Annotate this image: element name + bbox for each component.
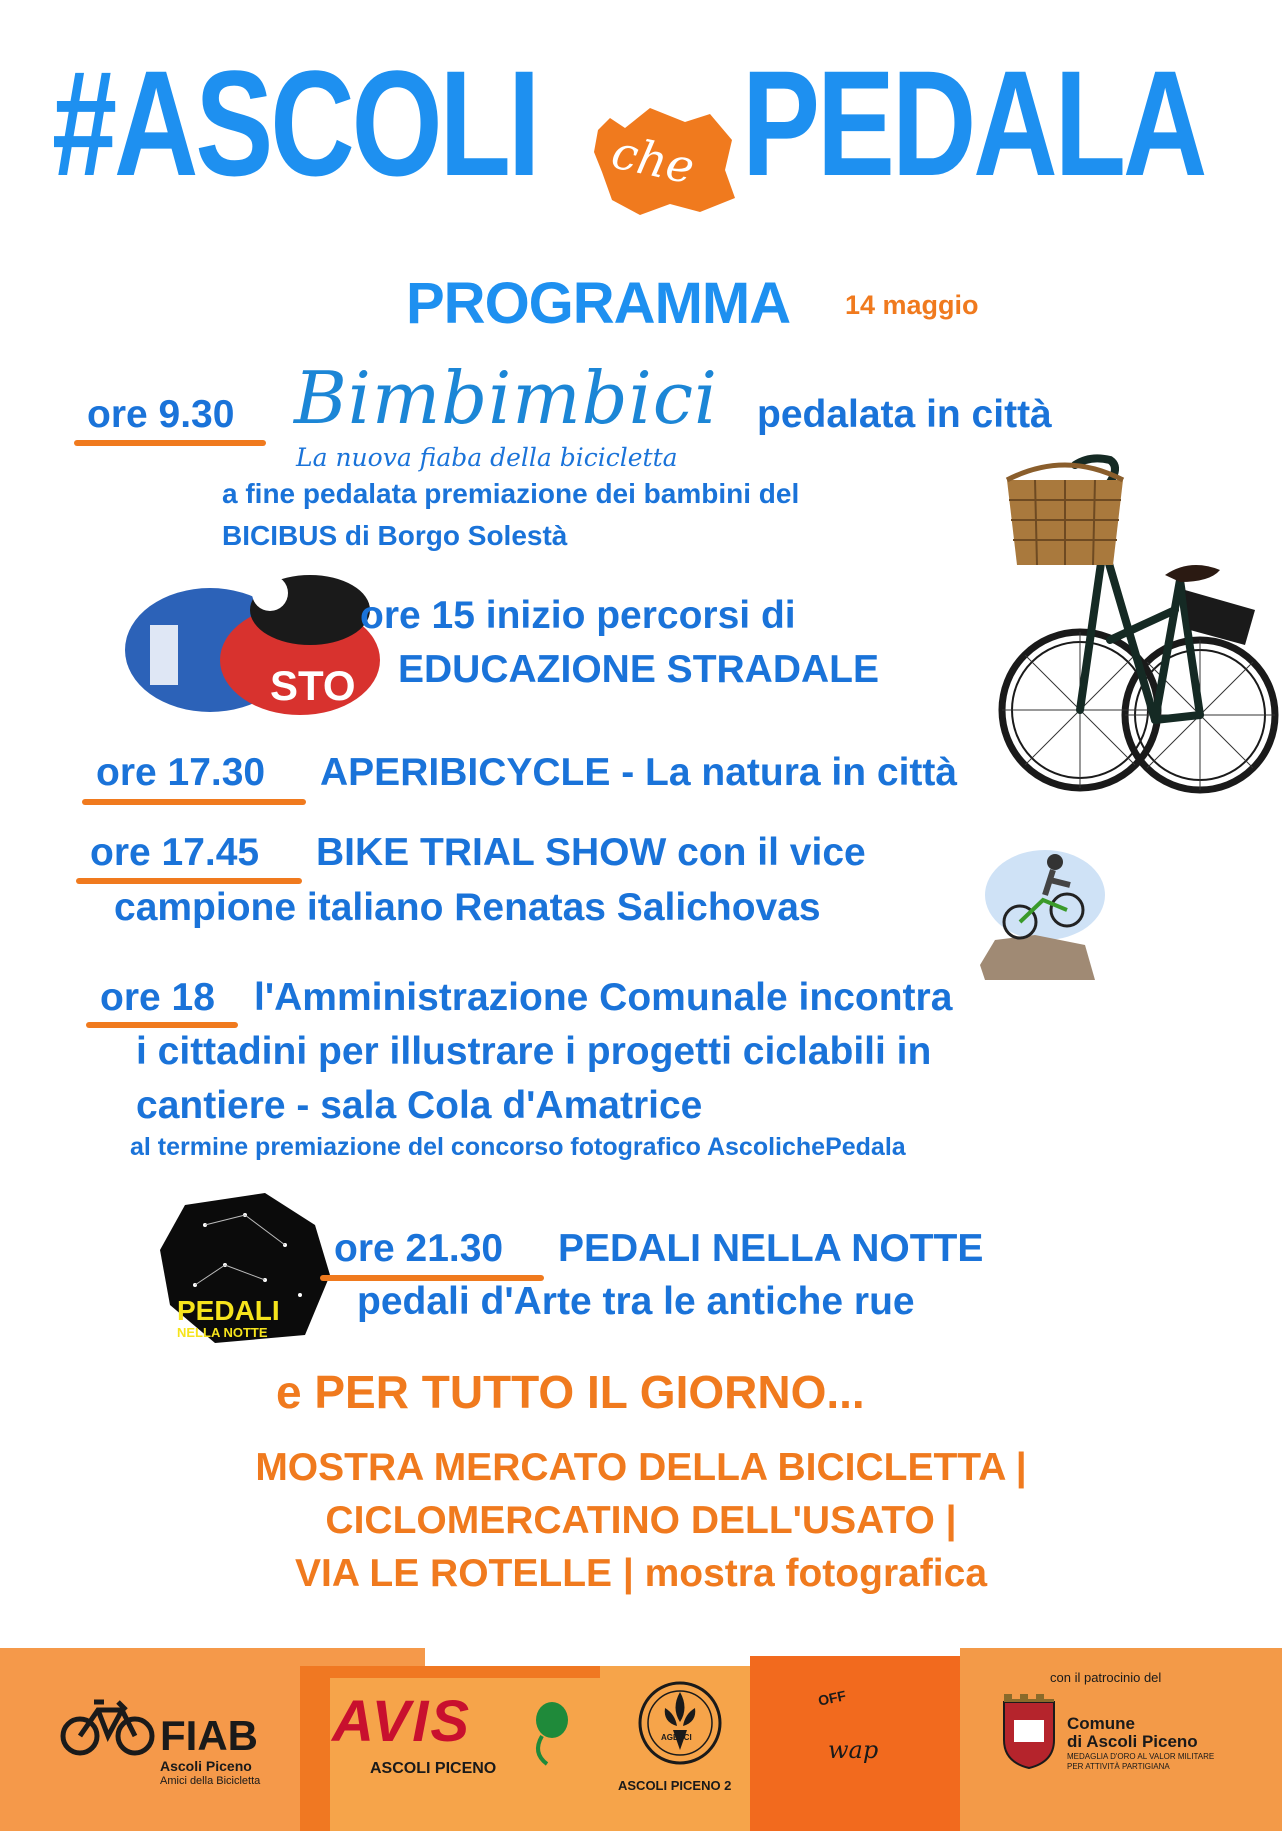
event3-text: APERIBICYCLE - La natura in città — [320, 751, 958, 794]
event1-underline — [74, 440, 266, 446]
event5-text: l'Amministrazione Comunale incontra — [254, 976, 953, 1019]
pedali-notte-logo — [155, 1185, 335, 1350]
agesci-logo — [635, 1678, 725, 1768]
fiab-sub: Amici della Bicicletta — [160, 1775, 261, 1787]
event3-underline — [82, 799, 306, 805]
bicycle-image — [995, 440, 1280, 820]
event2-line1: ore 15 inizio percorsi di — [360, 594, 796, 637]
event1-sub2: BICIBUS di Borgo Solestà — [222, 520, 568, 551]
allday-line3: VIA LE ROTELLE | mostra fotografica — [294, 1552, 988, 1595]
avis-name: AVIS — [332, 1689, 472, 1754]
off-logo: OFF — [816, 1687, 848, 1709]
date-label: 14 maggio — [845, 290, 979, 320]
svg-text:STO: STO — [270, 662, 356, 709]
agesci-city: ASCOLI PICENO 2 — [618, 1778, 732, 1793]
title-right: PEDALA — [742, 39, 1205, 207]
allday-heading: e PER TUTTO IL GIORNO... — [276, 1366, 865, 1418]
avis-city: ASCOLI PICENO — [370, 1760, 497, 1777]
event3-time: ore 17.30 — [96, 751, 266, 794]
event5-time: ore 18 — [100, 976, 215, 1019]
programma-heading: PROGRAMMA — [406, 271, 791, 336]
comune-crest-icon — [998, 1690, 1060, 1770]
event1-text: pedalata in città — [757, 393, 1052, 436]
event1-sub1: a fine pedalata premiazione dei bambini del — [222, 478, 800, 509]
event5-line4: al termine premiazione del concorso fotografico AscolichePedala — [130, 1133, 906, 1161]
road-signs-image — [120, 565, 380, 720]
event6-time: ore 21.30 — [334, 1227, 504, 1270]
event5-underline — [86, 1022, 238, 1028]
che-text: che — [607, 124, 700, 195]
patrocinio-label: con il patrocinio del — [1050, 1670, 1162, 1685]
event5-line2: i cittadini per illustrare i progetti ciclabili in — [136, 1030, 932, 1073]
comune-line1: Comune — [1067, 1714, 1135, 1733]
fiab-name: FIAB — [160, 1712, 258, 1759]
bimbimbici-logo: Bimbimbici — [294, 356, 719, 440]
event6-line2: pedali d'Arte tra le antiche rue — [357, 1280, 915, 1323]
wap-logo: wap — [828, 1736, 879, 1764]
pedali-logo-text2: NELLA NOTTE — [177, 1325, 268, 1340]
event1-time: ore 9.30 — [87, 393, 235, 436]
event2-line2: EDUCAZIONE STRADALE — [398, 648, 880, 691]
comune-line3: MEDAGLIA D'ORO AL VALOR MILITARE — [1067, 1752, 1215, 1761]
bike-trial-image — [975, 840, 1110, 985]
event4-text: BIKE TRIAL SHOW con il vice — [316, 831, 866, 874]
avis-drop-icon — [522, 1698, 572, 1768]
event4-time: ore 17.45 — [90, 831, 260, 874]
allday-line2: CICLOMERCATINO DELL'USATO | — [325, 1499, 957, 1542]
pedali-logo-text1: PEDALI — [177, 1295, 280, 1326]
agesci-name: AGESCI — [661, 1733, 692, 1742]
event5-line3: cantiere - sala Cola d'Amatrice — [136, 1084, 703, 1127]
event4-line2: campione italiano Renatas Salichovas — [114, 886, 821, 929]
event6-text: PEDALI NELLA NOTTE — [558, 1227, 984, 1270]
che-badge — [590, 100, 740, 220]
bicycle-icon — [60, 1688, 155, 1758]
comune-line4: PER ATTIVITÀ PARTIGIANA — [1067, 1762, 1170, 1771]
bimbimbici-tagline: La nuova fiaba della bicicletta — [296, 443, 678, 472]
event4-underline — [76, 878, 302, 884]
comune-line2: di Ascoli Piceno — [1067, 1732, 1198, 1751]
sponsor-footer — [0, 1648, 1282, 1831]
fiab-city: Ascoli Piceno — [160, 1758, 252, 1774]
allday-line1: MOSTRA MERCATO DELLA BICICLETTA | — [255, 1446, 1027, 1489]
title-left: #ASCOLI — [52, 39, 538, 207]
